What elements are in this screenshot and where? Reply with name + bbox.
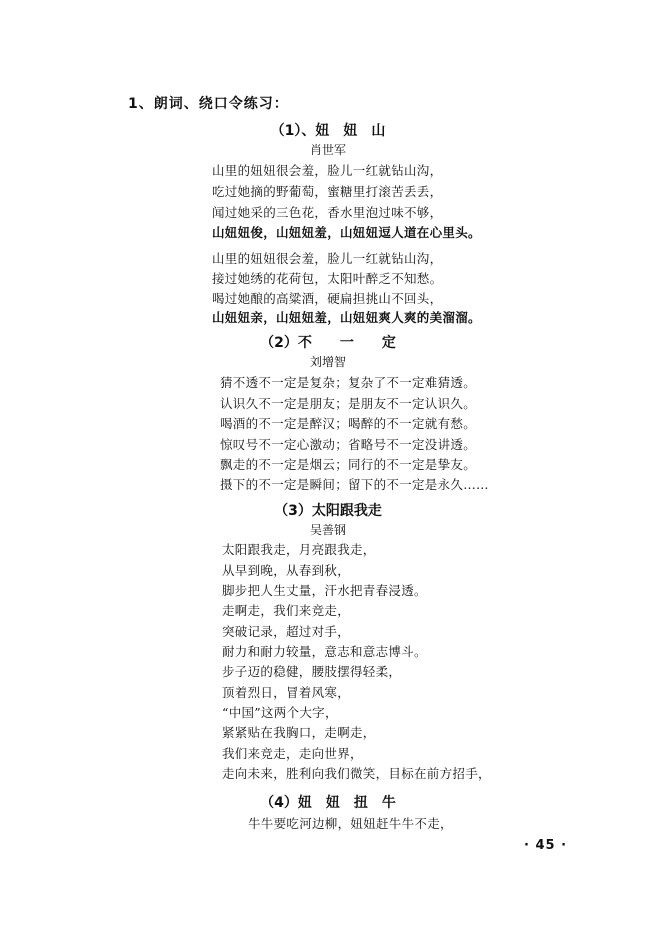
poem-line: 认识久不一定是朋友；是朋友不一定认识久。	[220, 396, 477, 411]
poem-line: 顶着烈日，冒着风寒，	[222, 685, 351, 700]
poem-line: 闻过她采的三色花，香水里泡过味不够，	[212, 205, 443, 220]
poem-line: 步子迈的稳健，腰肢摆得轻柔，	[222, 664, 402, 679]
section-3-title: （3）太阳跟我走	[274, 503, 382, 519]
poem-line: 山妞妞俊，山妞妞羞，山妞妞逗人道在心里头。	[212, 225, 481, 240]
page-number: · 45 ·	[524, 838, 568, 853]
poem-line: 山里的妞妞很会羞，脸儿一红就钻山沟，	[212, 163, 443, 178]
exercise-heading: 1、朗词、绕口令练习：	[128, 96, 289, 112]
poem-line: 喝酒的不一定是醉汉；喝醉的不一定就有愁。	[220, 416, 477, 431]
poem-line: 走向未来，胜利向我们微笑，目标在前方招手，	[222, 766, 491, 781]
poem-line: 吃过她摘的野葡萄，蜜糖里打滚苦丢丢，	[212, 184, 443, 199]
section-2-author: 刘增智	[309, 355, 346, 369]
section-1-author: 肖世军	[309, 143, 346, 157]
poem-line: 走啊走，我们来竞走，	[222, 603, 351, 618]
section-3-author: 吴善钢	[309, 523, 346, 537]
poem-line: 从早到晚，从春到秋，	[222, 563, 351, 578]
poem-line: 耐力和耐力较量，意志和意志博斗。	[222, 644, 427, 659]
poem-line: 太阳跟我走，月亮跟我走，	[222, 542, 376, 557]
poem-line: 惊叹号不一定心激动；省略号不一定没讲透。	[220, 437, 477, 452]
poem-line: 紧紧贴在我胸口，走啊走，	[222, 725, 376, 740]
poem-line: 山妞妞亲，山妞妞羞，山妞妞爽人爽的美溜溜。	[212, 310, 481, 325]
poem-line: 牛牛要吃河边柳，妞妞赶牛牛不走，	[248, 816, 453, 831]
poem-line: 摄下的不一定是瞬间；留下的不一定是永久……	[220, 477, 489, 492]
poem-line: 山里的妞妞很会羞，脸儿一红就钻山沟，	[212, 251, 443, 266]
poem-line: 飘走的不一定是烟云；同行的不一定是挚友。	[220, 457, 477, 472]
poem-line: 脚步把人生丈量，汗水把青春浸透。	[222, 583, 427, 598]
section-2-title: （2）不 一 定	[260, 335, 396, 351]
poem-line: 接过她绣的花荷包，太阳叶醉乏不知愁。	[212, 271, 443, 286]
poem-line: 我们来竞走，走向世界，	[222, 746, 363, 761]
section-4-title: （4）妞 妞 扭 牛	[260, 795, 396, 811]
poem-line: 喝过她酿的高粱酒，硬扁担挑山不回头，	[212, 291, 443, 306]
section-1-title: （1）、妞 妞 山	[270, 123, 386, 139]
poem-line: “中国”这两个大字，	[222, 705, 338, 720]
poem-line: 猜不透不一定是复杂；复杂了不一定难猜透。	[220, 375, 477, 390]
poem-line: 突破记录，超过对手，	[222, 624, 351, 639]
